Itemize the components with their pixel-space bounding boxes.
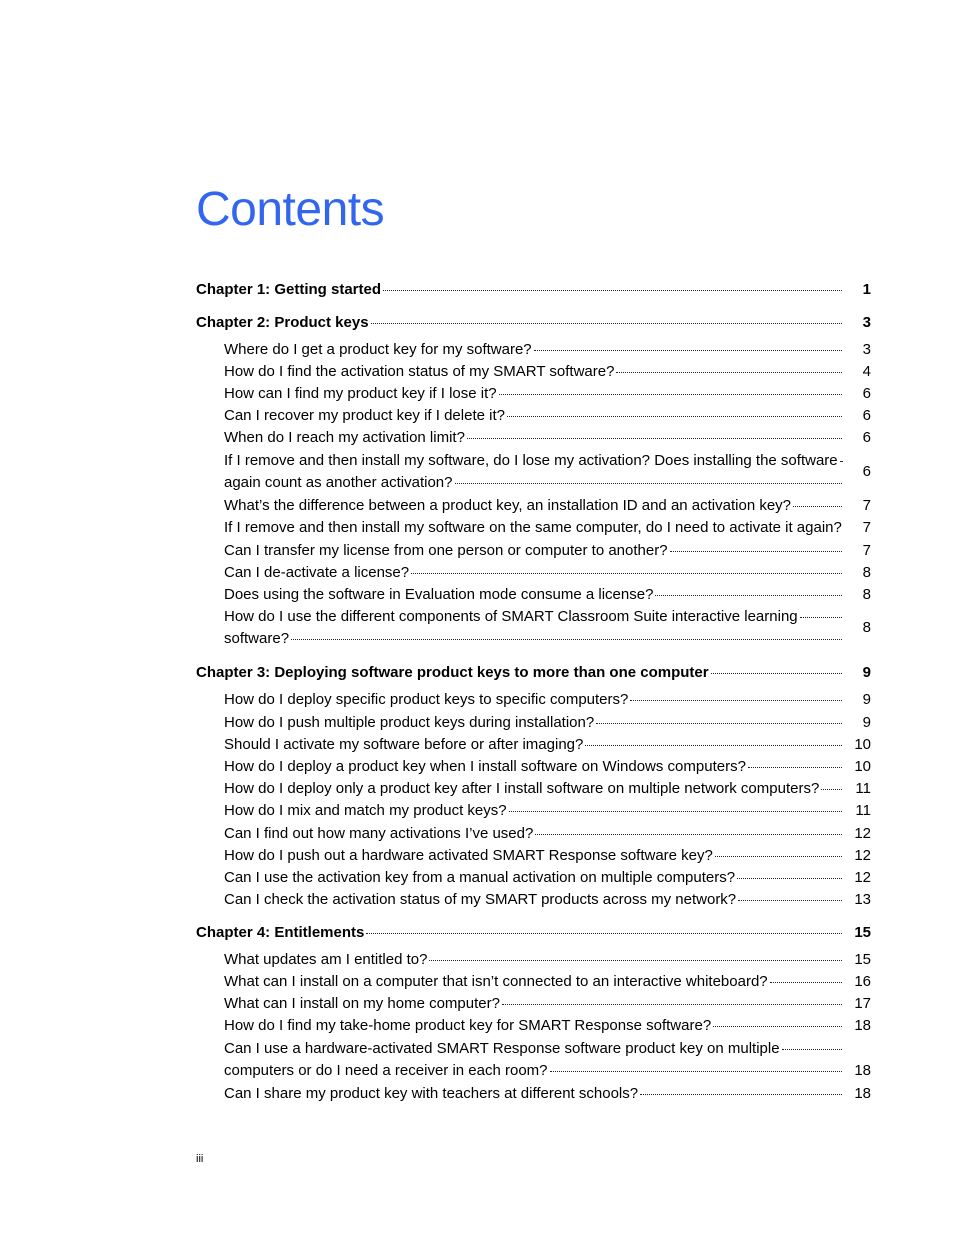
page-title: Contents — [196, 183, 385, 236]
dot-leader — [630, 700, 842, 701]
toc-page-number: 18 — [854, 1085, 871, 1102]
toc-entry[interactable] — [196, 845, 871, 867]
toc-page-number: 17 — [854, 995, 871, 1012]
dot-leader — [670, 551, 842, 552]
dot-leader — [840, 461, 842, 462]
toc-page-number: 13 — [854, 891, 871, 908]
toc-entry-label-line1: If I remove and then install my software, do I lose my activation? Does installing the software — [224, 452, 838, 469]
toc-entry-label: How do I find my take-home product key for SMART Response software? — [224, 1017, 712, 1034]
dot-leader — [737, 878, 842, 879]
toc-entry-label: How can I find my product key if I lose it? — [224, 385, 497, 402]
toc-chapter-3[interactable] — [196, 662, 871, 684]
toc-entry[interactable] — [196, 427, 871, 449]
toc-page-number: 4 — [862, 363, 871, 380]
dot-leader — [748, 767, 842, 768]
toc-entry[interactable] — [196, 734, 871, 756]
dot-leader — [507, 416, 842, 417]
toc-entry-label: How do I deploy only a product key after I install software on multiple network computers? — [224, 780, 820, 797]
toc-entry-label: What updates am I entitled to? — [224, 951, 428, 968]
toc-entry[interactable] — [196, 689, 871, 711]
toc-chapter-label: Chapter 3: Deploying software product keys to more than one computer — [196, 664, 709, 681]
toc-entry[interactable] — [196, 405, 871, 427]
toc-entry-label-line1: How do I use the different components of SMART Classroom Suite interactive learning — [224, 608, 798, 625]
toc-entry[interactable] — [196, 450, 871, 494]
toc-page-number: 16 — [854, 973, 871, 990]
toc-entry[interactable] — [196, 562, 871, 584]
toc-page-number: 6 — [862, 463, 871, 480]
toc-chapter-4[interactable] — [196, 922, 871, 944]
toc-chapter-label: Chapter 2: Product keys — [196, 314, 369, 331]
dot-leader — [770, 982, 842, 983]
toc-entry[interactable] — [196, 867, 871, 889]
toc-entry-label-line2: computers or do I need a receiver in each room? — [224, 1062, 548, 1079]
toc-entry-label: If I remove and then install my software on the same computer, do I need to activate it again? — [224, 519, 842, 536]
dot-leader — [383, 290, 842, 291]
dot-leader — [616, 372, 842, 373]
toc-page-number: 9 — [862, 714, 871, 731]
dot-leader — [793, 506, 842, 507]
dot-leader — [821, 789, 842, 790]
toc-entry-label: Can I use the activation key from a manual activation on multiple computers? — [224, 869, 736, 886]
dot-leader — [371, 323, 842, 324]
dot-leader — [411, 573, 842, 574]
toc-entry-label: How do I deploy specific product keys to specific computers? — [224, 691, 629, 708]
toc-entry[interactable] — [196, 517, 871, 539]
dot-leader — [655, 595, 842, 596]
toc-entry-label-line2: software? — [224, 630, 290, 647]
dot-leader — [782, 1049, 842, 1050]
toc-entry-label: How do I push out a hardware activated SMART Response software key? — [224, 847, 713, 864]
toc-page-number: 6 — [862, 407, 871, 424]
toc-page-number: 8 — [862, 564, 871, 581]
toc-page-number: 8 — [862, 586, 871, 603]
dot-leader — [534, 350, 842, 351]
dot-leader — [738, 900, 842, 901]
dot-leader — [499, 394, 842, 395]
toc-entry-label: Can I share my product key with teachers at different schools? — [224, 1085, 639, 1102]
toc-page-number: 9 — [862, 691, 871, 708]
dot-leader — [429, 960, 842, 961]
toc-page-number: 6 — [862, 429, 871, 446]
toc-entry-label-line1: Can I use a hardware-activated SMART Response software product key on multiple — [224, 1040, 780, 1057]
dot-leader — [535, 834, 842, 835]
toc-page-number: 18 — [854, 1017, 871, 1034]
toc-chapter-label: Chapter 1: Getting started — [196, 281, 382, 298]
toc-entry[interactable] — [196, 712, 871, 734]
toc-chapter-1[interactable] — [196, 279, 871, 301]
toc-entry-label: Can I check the activation status of my SMART products across my network? — [224, 891, 737, 908]
toc-entry[interactable] — [196, 1038, 871, 1082]
toc-entry[interactable] — [196, 1083, 871, 1105]
dot-leader — [585, 745, 842, 746]
toc-entry[interactable] — [196, 889, 871, 911]
dot-leader — [800, 617, 842, 618]
toc-entry[interactable] — [196, 606, 871, 650]
dot-leader — [711, 673, 842, 674]
toc-entry-label: Can I transfer my license from one person or computer to another? — [224, 542, 668, 559]
toc-entry-label: How do I push multiple product keys during installation? — [224, 714, 595, 731]
dot-leader — [550, 1071, 842, 1072]
toc-entry-label: What’s the difference between a product key, an installation ID and an activation key? — [224, 497, 792, 514]
dot-leader — [713, 1026, 842, 1027]
toc-page-number: 10 — [854, 736, 871, 753]
toc-entry[interactable] — [196, 495, 871, 517]
dot-leader — [509, 811, 842, 812]
toc-page-number: 15 — [854, 924, 871, 941]
dot-leader — [715, 856, 842, 857]
toc-entry[interactable] — [196, 778, 871, 800]
toc-entry[interactable] — [196, 383, 871, 405]
toc-entry-label: How do I find the activation status of my SMART software? — [224, 363, 615, 380]
toc-entry[interactable] — [196, 339, 871, 361]
toc-entry[interactable] — [196, 756, 871, 778]
toc-entry-label: What can I install on a computer that isn’t connected to an interactive whiteboard? — [224, 973, 768, 990]
toc-page-number: 11 — [855, 780, 871, 797]
toc-entry[interactable] — [196, 584, 871, 606]
dot-leader — [502, 1004, 842, 1005]
toc-entry-label: Can I recover my product key if I delete it? — [224, 407, 505, 424]
toc-entry-label: Can I find out how many activations I’ve used? — [224, 825, 534, 842]
toc-chapter-2[interactable] — [196, 312, 871, 334]
toc-entry[interactable] — [196, 971, 871, 993]
toc-entry[interactable] — [196, 949, 871, 971]
dot-leader — [640, 1094, 842, 1095]
toc-entry-label: How do I deploy a product key when I install software on Windows computers? — [224, 758, 746, 775]
toc-entry-label: How do I mix and match my product keys? — [224, 802, 507, 819]
toc-entry-label-line2: again count as another activation? — [224, 474, 453, 491]
toc-page-number: 11 — [855, 802, 871, 819]
toc-entry[interactable] — [196, 823, 871, 845]
toc-page-number: 12 — [854, 847, 871, 864]
toc-entry[interactable] — [196, 993, 871, 1015]
toc-page-number: 3 — [862, 341, 871, 358]
toc-entry[interactable] — [196, 361, 871, 383]
toc-chapter-label: Chapter 4: Entitlements — [196, 924, 365, 941]
toc-page-number: 18 — [854, 1062, 871, 1079]
toc-page-number: 1 — [862, 281, 871, 298]
toc-entry-label: Does using the software in Evaluation mode consume a license? — [224, 586, 654, 603]
dot-leader — [291, 639, 842, 640]
toc-entry[interactable] — [196, 540, 871, 562]
toc-page-number: 10 — [854, 758, 871, 775]
dot-leader — [467, 438, 842, 439]
toc-entry[interactable] — [196, 1015, 871, 1037]
toc-page-number: 3 — [862, 314, 871, 331]
toc-page-number: 9 — [862, 664, 871, 681]
page-number: iii — [196, 1153, 204, 1165]
toc-page-number: 7 — [862, 497, 871, 514]
toc-page-number: 12 — [854, 869, 871, 886]
toc-entry-label: Where do I get a product key for my software? — [224, 341, 532, 358]
toc-entry-label: Should I activate my software before or after imaging? — [224, 736, 584, 753]
toc-entry-label: When do I reach my activation limit? — [224, 429, 465, 446]
dot-leader — [596, 723, 842, 724]
toc-page-number: 6 — [862, 385, 871, 402]
dot-leader — [455, 483, 843, 484]
toc-page-number: 12 — [854, 825, 871, 842]
toc-entry-label: Can I de-activate a license? — [224, 564, 410, 581]
toc-page-number: 7 — [862, 519, 871, 536]
toc-page-number: 7 — [862, 542, 871, 559]
dot-leader — [366, 933, 842, 934]
toc-page-number: 15 — [854, 951, 871, 968]
toc-entry[interactable] — [196, 800, 871, 822]
toc-entry-label: What can I install on my home computer? — [224, 995, 500, 1012]
toc-page-number: 8 — [862, 619, 871, 636]
